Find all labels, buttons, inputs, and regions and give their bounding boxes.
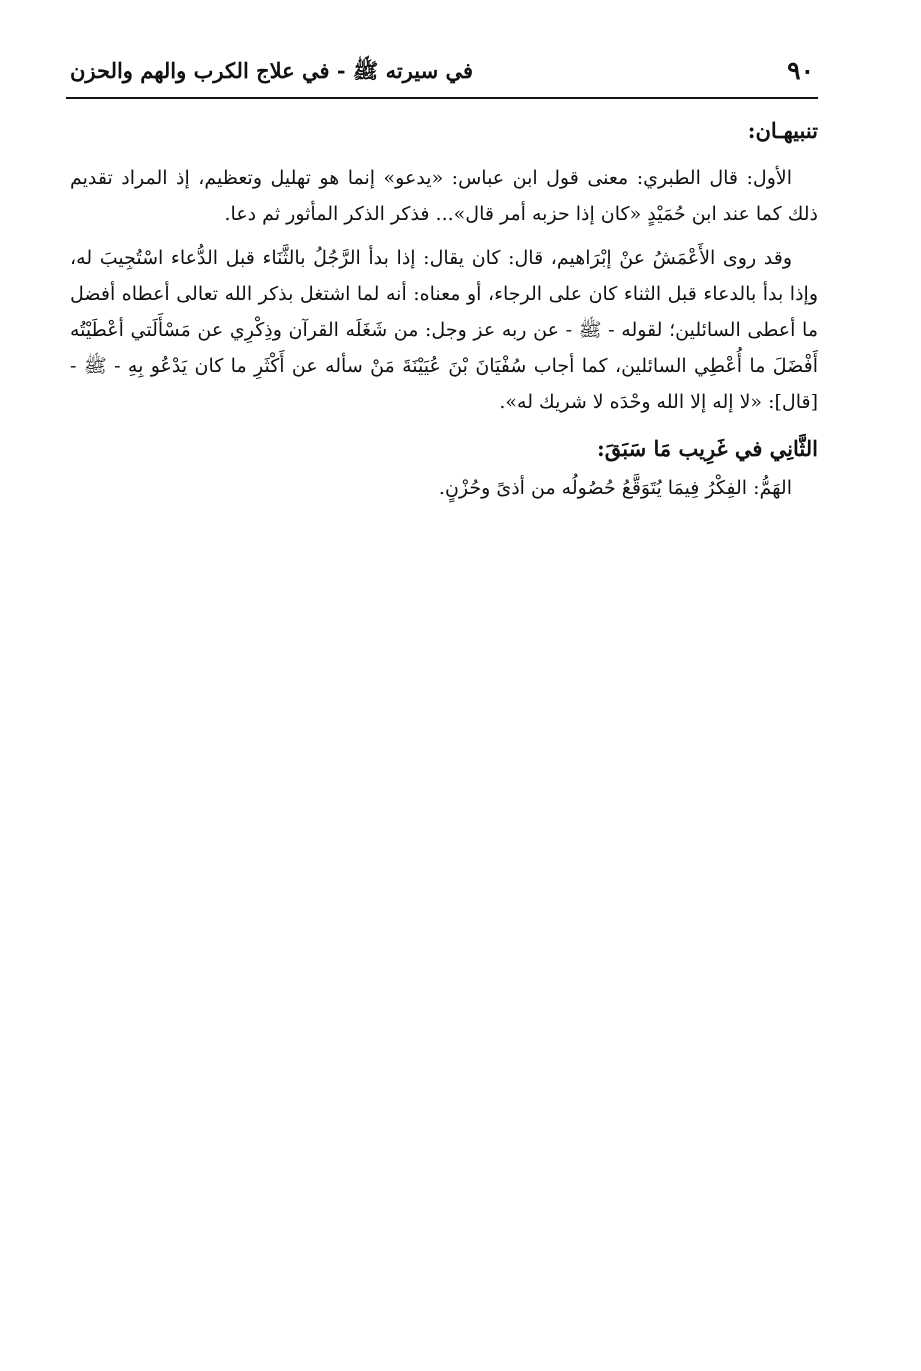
subsection-heading: الثَّانِي في غَرِيب مَا سَبَقَ:: [597, 436, 818, 461]
paragraph-narration: وقد روى الأَعْمَشُ عنْ إبْرَاهيم، قال: كان يقال: إذا بدأ الرَّجُلُ بالثَّنَاء قبل الدُّعاء اسْتُجِيبَ له، وإذا بدأ بالدعاء قبل الثناء كان على الرجاء، أو معناه: أنه لما اشتغل بذكر الله تعالى أعطاه أفضل ما أعطى السائلين؛ لقوله - ﷺ - عن ربه عز وجل: من شَغَلَه القرآن وذِكْرِي عن مَسْأَلَتي أعْطَيْتُه أَفْضَلَ ما أُعْطِي السائلين، كما أجاب سُفْيَانَ بْنَ عُيَيْنَةَ مَنْ سأله عن أَكْثَرِ ما كان يَدْعُو بِهِ - ﷺ - [قال]: «لا إله إلا الله وحْدَه لا شريك له».: [70, 247, 818, 413]
definition-entry: الهَمُّ: الفِكْرُ فِيمَا يُتَوَقَّعُ حُصُولُه من أذىً وحُزْنٍ.: [438, 477, 792, 499]
page-body: [70, 108, 818, 506]
section-heading: تنبيهـان:: [747, 118, 818, 143]
running-head: [66, 52, 818, 96]
header-rule: [66, 97, 818, 99]
page-number: ٩٠: [787, 56, 814, 85]
running-title: في سيرته ﷺ - في علاج الكرب والهم والحزن: [70, 58, 474, 83]
paragraph-first-note: الأول: قال الطبري: معنى قول ابن عباس: «يدعو» إنما هو تهليل وتعظيم، إذ المراد تقديم ذلك كما عند ابن حُمَيْدٍ «كان إذا حزبه أمر قال»... فذكر الذكر المأثور ثم دعا.: [70, 167, 818, 225]
